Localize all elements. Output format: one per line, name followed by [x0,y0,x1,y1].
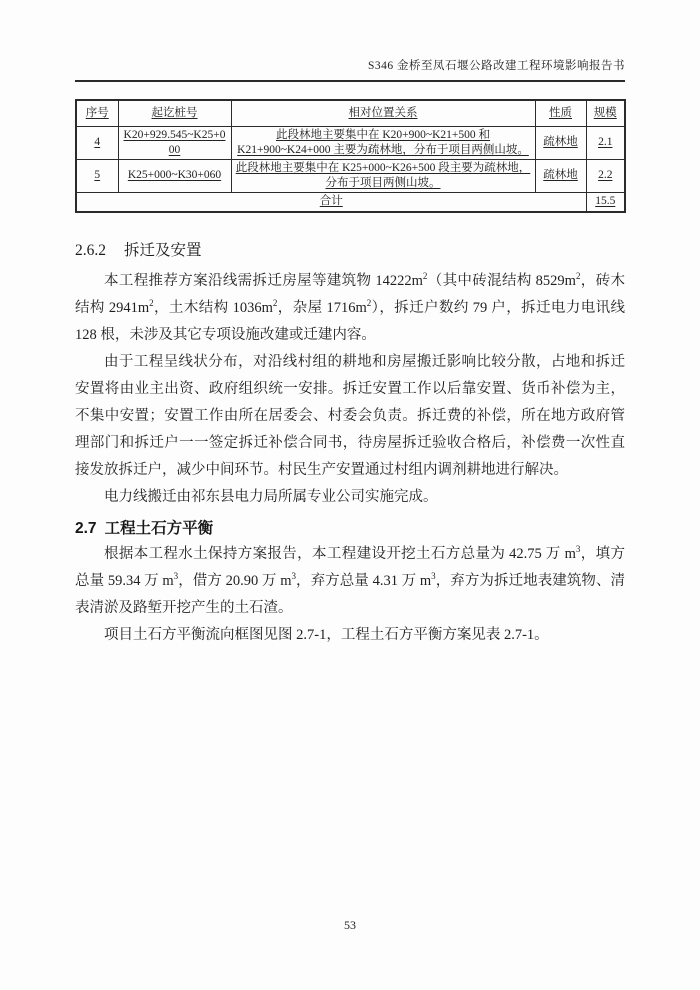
page-number: 53 [344,918,356,932]
cell-no: 4 [76,126,118,159]
col-header-nature: 性质 [535,100,586,126]
col-header-scale: 规模 [586,100,625,126]
total-value-cell: 15.5 [586,192,625,212]
col-header-chainage: 起讫桩号 [118,100,231,126]
col-header-no: 序号 [76,100,118,126]
cell-nature: 疏林地 [535,159,586,192]
section-heading-2-7 [75,517,625,541]
col-header-relation: 相对位置关系 [231,100,535,126]
cell-no: 5 [76,159,118,192]
total-label-cell: 合计 [76,192,586,212]
paragraph-powerline-relocation: 电力线搬迁由祁东县电力局所属专业公司实施完成。 [104,489,438,505]
table-row [76,159,625,192]
section-number: 2.6.2 [75,242,106,259]
table-header-row [76,100,625,126]
cell-scale: 2.1 [586,126,625,159]
cell-relation: 此段林地主要集中在 K20+900~K21+500 和 K21+900~K24+000 主要为疏林地，分布于项目两侧山坡。 [231,126,535,159]
section-title: 工程土石方平衡 [104,520,214,537]
forest-land-table [75,99,626,213]
table-row [76,126,625,159]
cell-nature: 疏林地 [535,126,586,159]
section-title: 拆迁及安置 [124,242,202,259]
paragraph-resettlement-policy: 由于工程呈线状分布，对沿线村组的耕地和房屋搬迁影响比较分散，占地和拆迁安置将由业主出资、政府组织统一安排。拆迁安置工作以后靠安置、货币补偿为主，不集中安置；安置工作由所在居委会、村委会负责。拆迁费的补偿，所在地方政府管理部门和拆迁户一一签定拆迁补偿合同书，待房屋拆迁验收合格后，补偿费一次性直接发放拆迁户，减少中间环节。村民生产安置通过村组内调剂耕地进行解决。 [75,354,625,478]
cell-scale: 2.2 [586,159,625,192]
table-total-row [76,192,625,212]
paragraph-figure-reference: 项目土石方平衡流向框图见图 2.7-1，工程土石方平衡方案见表 2.7-1。 [104,627,549,643]
cell-relation: 此段林地主要集中在 K25+000~K26+500 段主要为疏林地，分布于项目两侧山坡。 [231,159,535,192]
running-header [75,57,625,82]
report-title: S346 金桥至凤石堰公路改建工程环境影响报告书 [367,60,625,72]
paragraph-earthwork-balance: 根据本工程水土保持方案报告，本工程建设开挖土石方总量为 42.75 万 $m^3$，填方总量 59.34 万 $m^3$，借方 20.90 万 $m^3$，弃方总量 4.31 万 $m^3$，弃方为拆迁地表建筑物、清表清淤及路堑开挖产生的土石渣。 [75,544,626,616]
section-number: 2.7 [75,520,97,537]
cell-chainage: K25+000~K30+060 [118,159,231,192]
section-heading-2-6-2 [75,240,625,262]
cell-chainage: K20+929.545~K25+000 [118,126,231,159]
paragraph-demolition-overview: 本工程推荐方案沿线需拆迁房屋等建筑物 $14222m^2$（其中砖混结构 $8529m^2$，砖木结构 $2941m^2$，土木结构 $1036m^2$，杂屋 $1716m^2$），拆迁户数约 79 户，拆迁电力电讯线 128 根，未涉及其它专项设施改建或迁建内容。 [75,271,626,343]
